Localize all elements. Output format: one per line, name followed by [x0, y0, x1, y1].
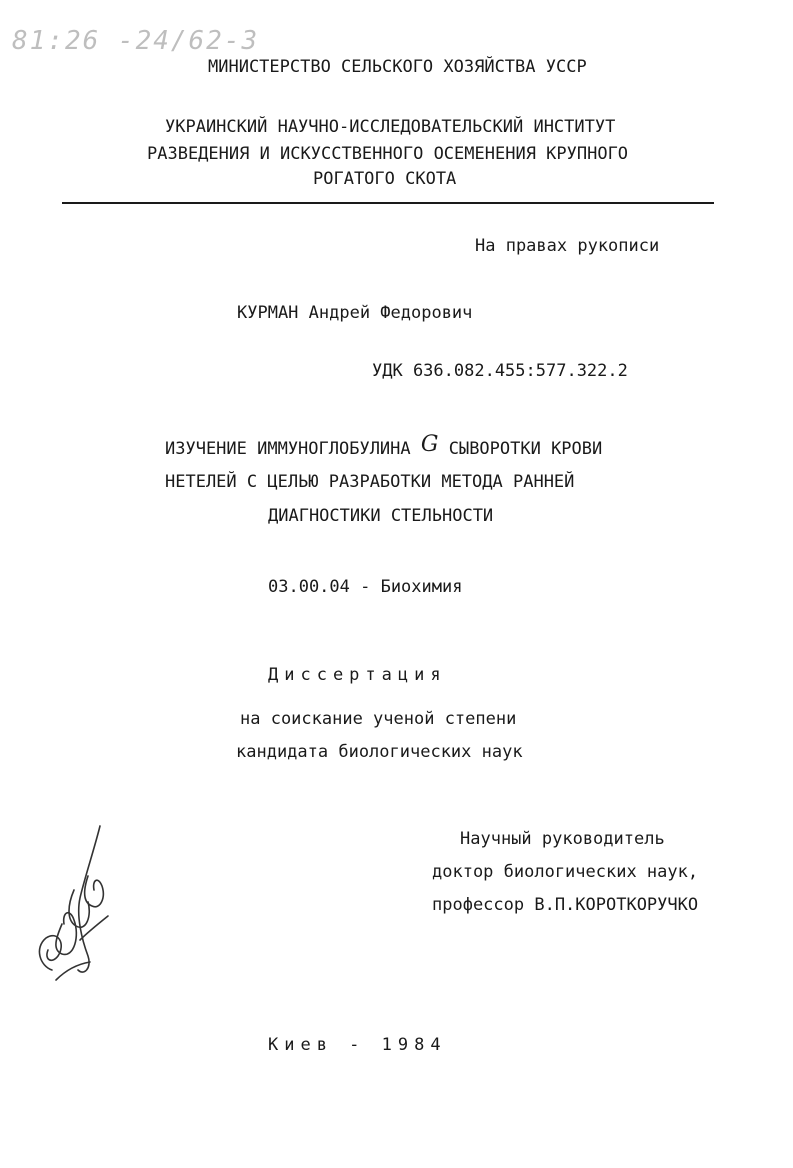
- specialty-code: 03.00.04 - Биохимия: [268, 577, 463, 597]
- immunoglobulin-class-symbol: G: [420, 432, 439, 457]
- header-divider: [62, 202, 714, 204]
- place-and-year: Киев - 1984: [268, 1035, 447, 1055]
- thesis-title-line-1-prefix: ИЗУЧЕНИЕ ИММУНОГЛОБУЛИНА: [165, 439, 411, 459]
- degree-line-1: на соискание ученой степени: [240, 709, 517, 729]
- institute-name-line-2: РАЗВЕДЕНИЯ И ИСКУССТВЕННОГО ОСЕМЕНЕНИЯ КРУПНОГО: [147, 144, 629, 164]
- supervisor-label: Научный руководитель: [460, 829, 665, 849]
- institute-name-line-1: УКРАИНСКИЙ НАУЧНО-ИССЛЕДОВАТЕЛЬСКИЙ ИНСТИТУТ: [165, 117, 616, 137]
- manuscript-note: На правах рукописи: [475, 236, 660, 256]
- supervisor-name: профессор В.П.КОРОТКОРУЧКО: [432, 895, 699, 915]
- thesis-title-line-2: НЕТЕЛЕЙ С ЦЕЛЬЮ РАЗРАБОТКИ МЕТОДА РАННЕЙ: [165, 472, 575, 492]
- supervisor-degree: доктор биологических наук,: [432, 862, 699, 882]
- author-name: КУРМАН Андрей Федорович: [237, 303, 473, 323]
- handwritten-signature: [22, 820, 122, 990]
- udk-code: УДК 636.082.455:577.322.2: [372, 361, 628, 381]
- dissertation-heading: Диссертация: [268, 665, 447, 685]
- degree-line-2: кандидата биологических наук: [236, 742, 523, 762]
- institute-name-line-3: РОГАТОГО СКОТА: [313, 169, 457, 189]
- thesis-title-line-3: ДИАГНОСТИКИ СТЕЛЬНОСТИ: [268, 506, 494, 526]
- archive-number-stamp: 81:26 -24/62-3: [12, 26, 260, 56]
- thesis-title-line-1-suffix: СЫВОРОТКИ КРОВИ: [448, 439, 603, 459]
- thesis-title-line-1: [165, 432, 603, 459]
- ministry-name: МИНИСТЕРСТВО СЕЛЬСКОГО ХОЗЯЙСТВА УССР: [208, 57, 587, 77]
